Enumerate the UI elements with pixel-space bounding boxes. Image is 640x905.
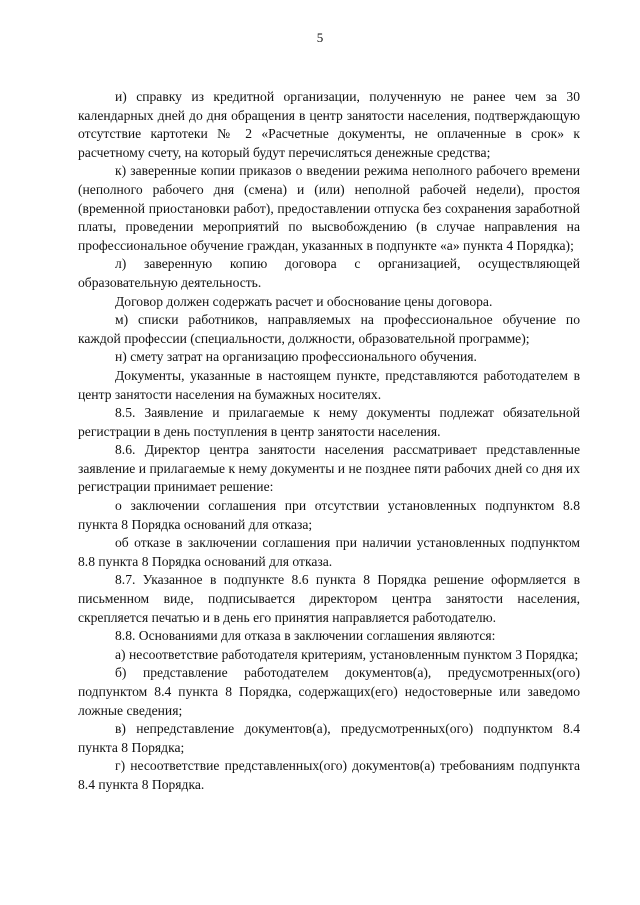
paragraph-8-7: 8.7. Указанное в подпункте 8.6 пункта 8 Порядка решение оформляется в письменном виде, подписывается директором центра занятости населения, скрепляется печатью и в день его принятия направляется работодателю. [78,572,580,625]
paragraph-decision-refuse: об отказе в заключении соглашения при наличии установленных подпунктом 8.8 пункта 8 Порядка оснований для отказа. [78,535,580,569]
paragraph-8-8: 8.8. Основаниями для отказа в заключении соглашения являются: [115,628,496,644]
paragraph-8-5: 8.5. Заявление и прилагаемые к нему документы подлежат обязательной регистрации в день поступления в центр занятости населения. [78,405,580,439]
paragraph-item-k: к) заверенные копии приказов о введении режима неполного рабочего времени (неполного рабочего дня (смена) и (или) неполной рабочей недели), простоя (временной приостановки работ), предоставлении отпуска без сохранения заработной платы, проведении мероприятий по высвобождению (в случае направления на профессиональное обучение граждан, указанных в подпункте «а» пункта 4 Порядка); [78,163,580,253]
paragraph-item-i: и) справку из кредитной организации, полученную не ранее чем за 30 календарных дней до дня обращения в центр занятости населения, подтверждающую отсутствие картотеки № 2 «Расчетные документы, не оплаченные в срок» к расчетному счету, на который будут перечисляться денежные средства; [78,89,580,160]
paragraph-ground-b: б) представление работодателем документов(а), предусмотренных(ого) подпунктом 8.4 пункта 8 Порядка, содержащих(его) недостоверные или заведомо ложные сведения; [78,665,580,718]
paragraph-ground-v: в) непредставление документов(а), предусмотренных(ого) подпунктом 8.4 пункта 8 Порядка; [78,721,580,755]
paragraph-item-n: н) смету затрат на организацию профессионального обучения. [115,349,477,365]
page-number: 5 [316,30,324,45]
document-body [78,88,580,795]
paragraph-ground-g: г) несоответствие представленных(ого) документов(а) требованиям подпункта 8.4 пункта 8 Порядка. [78,758,580,792]
paragraph-decision-conclude: о заключении соглашения при отсутствии установленных подпунктом 8.8 пункта 8 Порядка оснований для отказа; [78,498,580,532]
paragraph-contract-note: Договор должен содержать расчет и обоснование цены договора. [115,293,493,309]
paragraph-item-l: л) заверенную копию договора с организацией, осуществляющей образовательную деятельность. [78,256,580,290]
paragraph-documents-note: Документы, указанные в настоящем пункте, представляются работодателем в центр занятости населения на бумажных носителях. [78,367,580,402]
paragraph-8-6: 8.6. Директор центра занятости населения рассматривает представленные заявление и прилагаемые к нему документы и не позднее пяти рабочих дней со дня их регистрации принимает решение: [78,442,580,495]
paragraph-item-m: м) списки работников, направляемых на профессиональное обучение по каждой профессии (специальности, должности, образовательной программе); [78,312,580,346]
paragraph-ground-a: а) несоответствие работодателя критериям, установленным пунктом 3 Порядка; [115,646,579,662]
